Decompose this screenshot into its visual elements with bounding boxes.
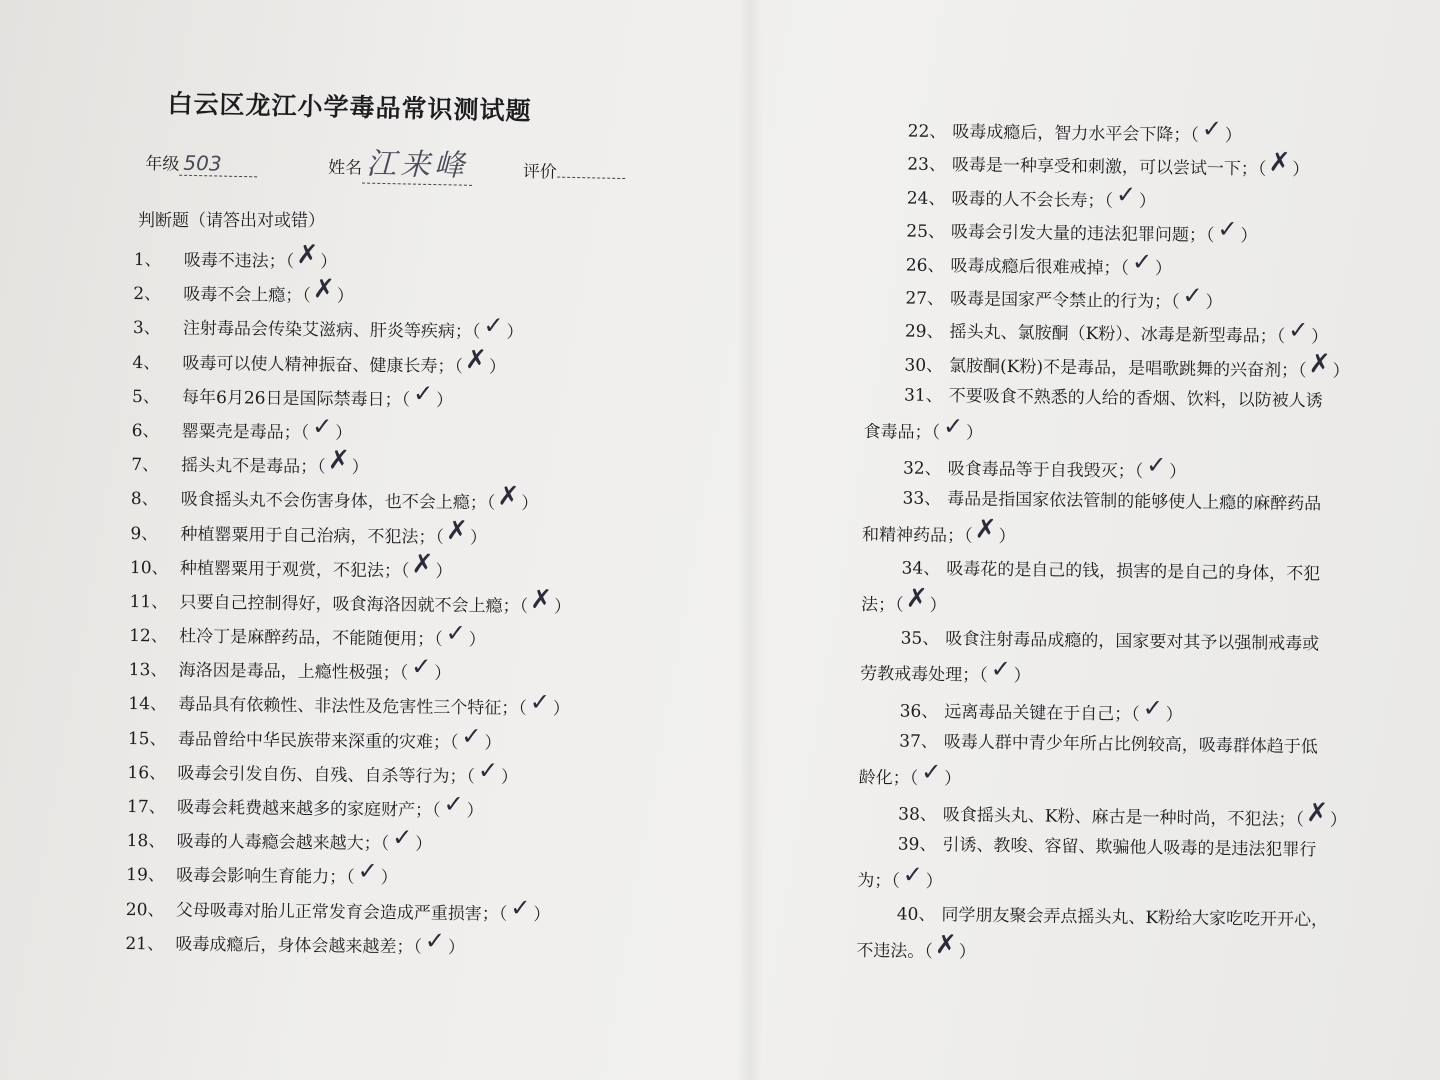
cross-mark-icon: ✗ xyxy=(296,239,319,271)
answer-close-paren: ） xyxy=(1224,125,1242,147)
answer-close-paren: ） xyxy=(552,699,570,720)
question-number: 6、 xyxy=(131,420,160,442)
check-mark-icon: ✓ xyxy=(510,893,531,922)
name-value: 江来峰 xyxy=(362,139,473,186)
question-number: 14、 xyxy=(128,694,168,715)
check-mark-icon: ✓ xyxy=(902,860,924,889)
check-mark-icon: ✓ xyxy=(990,655,1011,684)
check-mark-icon: ✓ xyxy=(424,926,446,955)
question-text: 吸食摇头丸、K粉、麻古是一种时尚，不犯法；（ xyxy=(942,805,1305,831)
answer-close-paren: ） xyxy=(380,868,398,889)
question-item xyxy=(856,898,1377,975)
question-item xyxy=(862,482,1383,559)
question-text-line2: 劳教戒毒处理；（ xyxy=(860,664,988,687)
answer-close-paren: ） xyxy=(1169,462,1187,483)
section-title: 判断题（请答出对或错） xyxy=(138,211,325,231)
check-mark-icon: ✓ xyxy=(312,412,333,441)
answer-close-paren: ） xyxy=(1240,226,1258,247)
question-text: 杜冷丁是麻醉药品，不能随便用；（ xyxy=(179,626,443,650)
question-number: 4、 xyxy=(132,352,161,373)
question-number: 27、 xyxy=(905,288,945,310)
answer-close-paren: ） xyxy=(925,871,943,892)
cross-mark-icon: ✗ xyxy=(905,583,928,614)
question-number: 37、 xyxy=(899,731,938,753)
check-mark-icon: ✓ xyxy=(1115,180,1137,209)
question-text: 吸食注射毒品成瘾的，国家要对其予以强制戒毒或 xyxy=(945,629,1320,655)
question-number: 10、 xyxy=(129,557,169,579)
question-number: 30、 xyxy=(904,355,944,376)
check-mark-icon: ✓ xyxy=(477,756,499,785)
page-title: 白云区龙江小学毒品常识测试题 xyxy=(167,88,532,126)
cross-mark-icon: ✗ xyxy=(934,929,957,960)
question-text: 吸毒的人不会长寿；（ xyxy=(951,188,1114,212)
eval-blank xyxy=(557,177,625,179)
question-text-line2: 为；（ xyxy=(857,870,900,892)
answer-close-paren: ） xyxy=(336,286,354,307)
cross-mark-icon: ✗ xyxy=(1305,798,1329,829)
question-number: 3、 xyxy=(132,318,161,339)
question-number: 32、 xyxy=(902,458,942,479)
answer-close-paren: ） xyxy=(1154,258,1173,279)
question-text: 吸食摇头丸不会伤害身体，也不会上瘾；（ xyxy=(180,489,496,514)
question-text: 海洛因是毒品，上瘾性极强；（ xyxy=(178,660,409,684)
question-text-line2: 龄化；（ xyxy=(858,767,919,789)
question-number: 20、 xyxy=(125,899,165,920)
question-number: 36、 xyxy=(899,701,939,722)
question-text: 注射毒品会传染艾滋病、肝炎等疾病；（ xyxy=(182,318,481,343)
answer-close-paren: ） xyxy=(958,941,976,963)
question-number: 19、 xyxy=(126,865,165,886)
cross-mark-icon: ✗ xyxy=(1268,147,1291,179)
question-number: 9、 xyxy=(130,523,159,544)
question-number: 26、 xyxy=(905,255,945,276)
question-number: 13、 xyxy=(128,660,168,681)
grade-value: 503 xyxy=(179,151,258,178)
question-number: 7、 xyxy=(131,455,160,476)
answer-close-paren: ） xyxy=(965,422,984,444)
name-label: 姓名 xyxy=(327,157,363,179)
answer-close-paren: ） xyxy=(484,732,502,754)
answer-close-paren: ） xyxy=(1329,810,1348,831)
answer-close-paren: ） xyxy=(335,423,353,444)
check-mark-icon: ✓ xyxy=(921,757,942,786)
check-mark-icon: ✓ xyxy=(412,379,434,408)
check-mark-icon: ✓ xyxy=(461,721,482,750)
question-text-line2: 法；（ xyxy=(860,594,904,616)
answer-close-paren: ） xyxy=(434,663,452,685)
paper-fold xyxy=(738,0,762,1080)
check-mark-icon: ✓ xyxy=(1217,215,1238,244)
student-info-row xyxy=(145,134,625,189)
question-number: 18、 xyxy=(126,831,166,852)
check-mark-icon: ✓ xyxy=(942,411,964,440)
check-mark-icon: ✓ xyxy=(1145,450,1167,480)
question-text: 只要自己控制得好，吸食海洛因就不会上瘾；（ xyxy=(179,592,529,617)
question-number: 21、 xyxy=(125,933,165,955)
question-number: 33、 xyxy=(902,488,942,510)
cross-mark-icon: ✗ xyxy=(1308,348,1331,380)
question-text: 吸毒人群中青少年所占比例较高，吸毒群体趋于低 xyxy=(943,732,1318,758)
question-number: 31、 xyxy=(903,385,943,407)
answer-close-paren: ） xyxy=(1332,361,1350,382)
cross-mark-icon: ✗ xyxy=(312,274,335,305)
check-mark-icon: ✓ xyxy=(411,652,432,681)
check-mark-icon: ✓ xyxy=(483,311,504,340)
question-number: 34、 xyxy=(901,558,941,580)
question-text: 吸毒是国家严令禁止的行为；（ xyxy=(949,289,1180,313)
question-text: 每年6月26日是国际禁毒日；（ xyxy=(181,387,411,411)
answer-close-paren: ） xyxy=(447,937,465,958)
question-text: 吸毒成瘾后很难戒掉；（ xyxy=(950,255,1130,279)
cross-mark-icon: ✗ xyxy=(497,481,520,513)
question-text: 吸毒成瘾后，身体会越来越差；（ xyxy=(175,934,423,958)
question-number: 11、 xyxy=(129,591,169,613)
answer-close-paren: ） xyxy=(466,801,484,822)
question-number: 25、 xyxy=(906,221,946,243)
question-number: 39、 xyxy=(897,834,937,856)
check-mark-icon: ✓ xyxy=(1182,281,1203,310)
question-text: 毒品具有依赖性、非法性及危害性三个特征；（ xyxy=(178,695,527,720)
answer-close-paren: ） xyxy=(1311,327,1329,348)
question-item xyxy=(125,924,685,965)
question-text: 摇头丸、氯胺酮（K粉）、冰毒是新型毒品；（ xyxy=(949,322,1286,348)
question-number: 17、 xyxy=(126,796,166,818)
answer-close-paren: ） xyxy=(320,252,338,273)
question-number: 35、 xyxy=(900,628,940,649)
question-item xyxy=(858,725,1379,802)
check-mark-icon: ✓ xyxy=(443,789,464,819)
cross-mark-icon: ✗ xyxy=(445,515,469,546)
question-text: 吸毒是一种享受和刺激，可以尝试一下；（ xyxy=(951,155,1267,180)
question-number: 15、 xyxy=(127,728,167,750)
question-text: 吸毒不会上瘾；（ xyxy=(183,284,311,307)
question-column-right xyxy=(856,112,1388,975)
question-number: 23、 xyxy=(907,154,947,176)
question-item xyxy=(863,379,1384,456)
answer-close-paren: ） xyxy=(500,767,519,788)
question-number: 5、 xyxy=(131,386,161,408)
check-mark-icon: ✓ xyxy=(391,823,413,852)
check-mark-icon: ✓ xyxy=(1142,693,1164,722)
question-text: 引诱、教唆、容留、欺骗他人吸毒的是违法犯罪行 xyxy=(942,835,1317,861)
question-number: 2、 xyxy=(133,284,162,305)
question-text: 氯胺酮(K粉)不是毒品，是唱歌跳舞的兴奋剂；（ xyxy=(948,355,1307,381)
question-text: 吸食毒品等于自我毁灭；（ xyxy=(947,459,1144,482)
answer-close-paren: ） xyxy=(488,356,507,378)
question-number: 12、 xyxy=(129,626,168,647)
check-mark-icon: ✓ xyxy=(1288,316,1309,345)
question-text: 不要吸食不熟悉的人给的香烟、饮料，以防被人诱 xyxy=(948,386,1323,412)
question-text: 远离毒品关键在于自己；（ xyxy=(944,701,1140,725)
question-text: 吸毒成瘾后，智力水平会下降；（ xyxy=(952,122,1199,146)
question-item xyxy=(857,828,1378,905)
grade-label: 年级 xyxy=(145,153,180,175)
check-mark-icon: ✓ xyxy=(357,857,379,886)
eval-label: 评价 xyxy=(522,161,558,183)
question-text: 吸毒花的是自己的钱，损害的是自己的身体，不犯 xyxy=(946,559,1321,585)
answer-close-paren: ） xyxy=(1013,666,1031,687)
answer-close-paren: ） xyxy=(1138,191,1157,212)
answer-close-paren: ） xyxy=(468,630,486,651)
answer-close-paren: ） xyxy=(435,561,453,582)
question-text: 吸毒不违法；（ xyxy=(183,250,295,272)
question-text-line2: 食毒品；（ xyxy=(863,421,941,443)
answer-close-paren: ） xyxy=(521,494,539,515)
check-mark-icon: ✓ xyxy=(1201,114,1223,143)
answer-close-paren: ） xyxy=(998,526,1016,547)
cross-mark-icon: ✗ xyxy=(974,514,997,545)
answer-close-paren: ） xyxy=(1205,292,1223,313)
answer-close-paren: ） xyxy=(553,597,572,618)
answer-close-paren: ） xyxy=(533,904,551,925)
check-mark-icon: ✓ xyxy=(529,688,551,717)
question-text: 摇头丸不是毒品；（ xyxy=(181,455,326,478)
answer-close-paren: ） xyxy=(506,322,524,344)
question-number: 8、 xyxy=(130,489,159,510)
cross-mark-icon: ✗ xyxy=(411,549,434,580)
cross-mark-icon: ✗ xyxy=(530,584,553,616)
question-text-continued xyxy=(856,931,1376,975)
question-text: 父母吸毒对胎儿正常发育会造成严重损害；（ xyxy=(175,900,508,925)
cross-mark-icon: ✗ xyxy=(327,445,350,476)
question-text: 吸毒的人毒瘾会越来越大；（ xyxy=(176,831,390,855)
question-text-line2: 和精神药品；（ xyxy=(861,524,973,547)
question-number: 38、 xyxy=(898,804,937,825)
question-item xyxy=(860,622,1381,699)
question-number: 16、 xyxy=(127,762,167,784)
answer-close-paren: ） xyxy=(1292,160,1310,181)
check-mark-icon: ✓ xyxy=(1131,247,1153,276)
question-number: 1、 xyxy=(133,249,162,271)
check-mark-icon: ✓ xyxy=(445,618,466,648)
question-text: 吸毒可以使人精神振奋、健康长寿；（ xyxy=(182,353,464,377)
answer-close-paren: ） xyxy=(415,834,433,855)
question-item xyxy=(861,552,1382,629)
question-text: 毒品是指国家依法管制的能够使人上瘾的麻醉药品 xyxy=(947,489,1322,515)
question-text: 同学朋友聚会弄点摇头丸、K粉给大家吃吃开开心， xyxy=(941,905,1329,931)
question-text: 毒品曾给中华民族带来深重的灾难；（ xyxy=(177,729,459,753)
answer-close-paren: ） xyxy=(351,457,369,479)
question-text: 罂粟壳是毒品；（ xyxy=(181,421,310,444)
question-number: 24、 xyxy=(906,188,946,209)
answer-close-paren: ） xyxy=(944,768,962,789)
question-number: 29、 xyxy=(904,321,944,343)
question-number: 40、 xyxy=(896,904,936,926)
question-text-line2: 不违法。（ xyxy=(856,940,933,962)
question-text: 吸毒会影响生育能力；（ xyxy=(176,865,355,889)
question-text: 吸毒会引发大量的违法犯罪问题；（ xyxy=(950,222,1215,247)
question-number: 22、 xyxy=(907,121,947,143)
question-text: 种植罂粟用于自己治病，不犯法；（ xyxy=(180,524,445,548)
answer-close-paren: ） xyxy=(469,527,488,548)
question-text: 种植罂粟用于观赏，不犯法；（ xyxy=(179,558,410,582)
question-column-left xyxy=(125,240,694,965)
answer-close-paren: ） xyxy=(1165,704,1183,726)
question-text: 吸毒会引发自伤、自残、自杀等行为；（ xyxy=(177,763,476,788)
cross-mark-icon: ✗ xyxy=(464,344,488,375)
question-text: 吸毒会耗费越来越多的家庭财产；（ xyxy=(176,797,441,821)
answer-close-paren: ） xyxy=(435,390,454,411)
answer-close-paren: ） xyxy=(929,595,947,616)
